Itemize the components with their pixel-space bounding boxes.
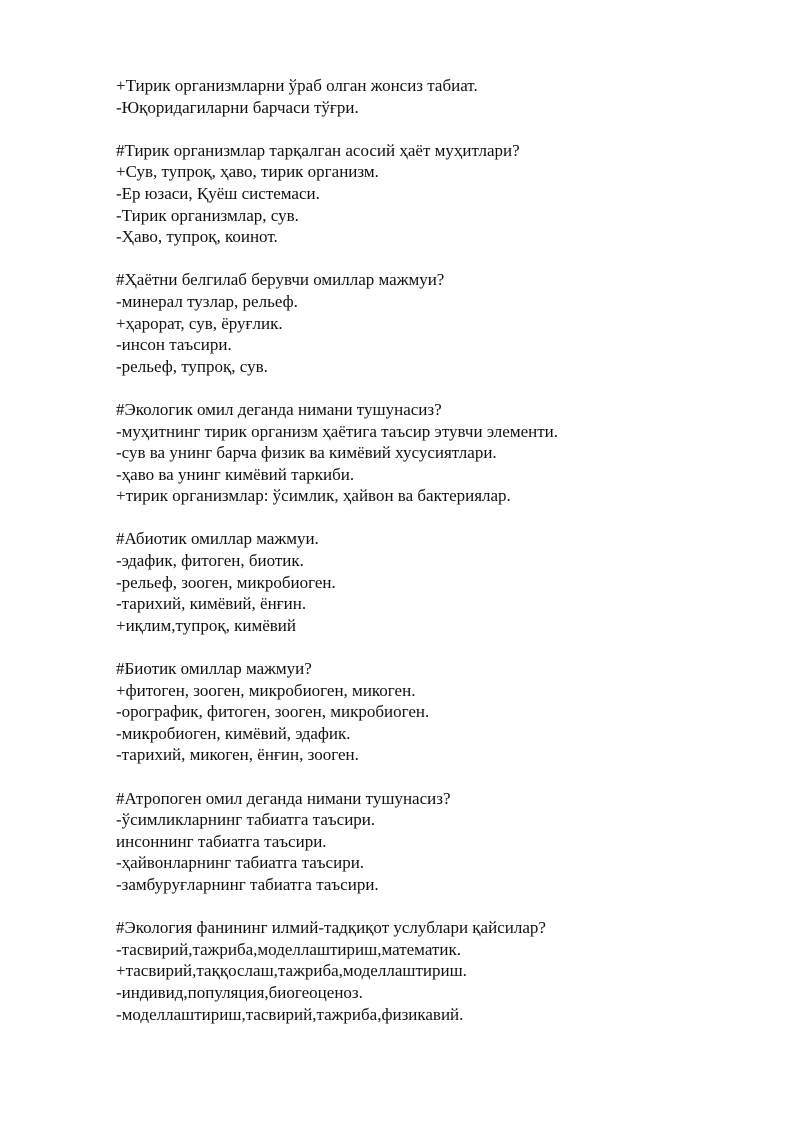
answer-line: -ҳайвонларнинг табиатга таъсири. bbox=[116, 853, 365, 873]
answer-line: -рельеф, зооген, микробиоген. bbox=[116, 572, 336, 592]
answer-line: -инсон таъсири. bbox=[116, 335, 232, 355]
answer-line: -эдафик, фитоген, биотик. bbox=[116, 551, 304, 571]
answer-line: -орографик, фитоген, зооген, микробиоген. bbox=[116, 702, 430, 722]
answer-line: -Тирик организмлар, сув. bbox=[116, 205, 299, 225]
answer-line: -Ҳаво, тупроқ, коинот. bbox=[116, 227, 278, 247]
question-block bbox=[116, 140, 756, 248]
question-block bbox=[116, 658, 756, 766]
answer-line: +Тирик организмларни ўраб олган жонсиз табиат. bbox=[116, 76, 478, 95]
answer-line: -тарихий, микоген, ёнғин, зооген. bbox=[116, 745, 359, 765]
answer-line: +иқлим,тупроқ, кимёвий bbox=[116, 615, 296, 635]
question-line: #Ҳаётни белгилаб берувчи омиллар мажмуи? bbox=[116, 270, 445, 290]
answer-line: -индивид,популяция,биогеоценоз. bbox=[116, 982, 363, 1002]
question-line: #Экология фанининг илмий-тадқиқот услублари қайсилар? bbox=[116, 918, 546, 938]
answer-line: +ҳарорат, сув, ёруғлик. bbox=[116, 313, 283, 333]
question-block bbox=[116, 269, 756, 377]
question-block-continuation bbox=[116, 75, 756, 118]
question-line: #Атропоген омил деганда нимани тушунасиз? bbox=[116, 788, 451, 808]
question-block bbox=[116, 528, 756, 636]
answer-line: -ўсимликларнинг табиатга таъсири. bbox=[116, 810, 376, 830]
answer-line: инсоннинг табиатга таъсири. bbox=[116, 831, 327, 851]
answer-line: -рельеф, тупроқ, сув. bbox=[116, 356, 268, 376]
answer-line: +фитоген, зооген, микробиоген, микоген. bbox=[116, 680, 416, 700]
answer-line: -моделлаштириш,тасвирий,тажриба,физикавий. bbox=[116, 1004, 464, 1024]
question-block bbox=[116, 788, 756, 896]
answer-line: -микробиоген, кимёвий, эдафик. bbox=[116, 723, 351, 743]
answer-line: +тирик организмлар: ўсимлик, ҳайвон ва бактериялар. bbox=[116, 486, 511, 506]
answer-line: -замбуруғларнинг табиатга таъсири. bbox=[116, 874, 379, 894]
answer-line: -муҳитнинг тирик организм ҳаётига таъсир этувчи элементи. bbox=[116, 421, 559, 441]
answer-line: -ҳаво ва унинг кимёвий таркиби. bbox=[116, 464, 355, 484]
question-line: #Абиотик омиллар мажмуи. bbox=[116, 529, 319, 549]
answer-line: +Сув, тупроқ, ҳаво, тирик организм. bbox=[116, 162, 379, 182]
answer-line: -Ер юзаси, Қуёш системаси. bbox=[116, 183, 320, 203]
question-line: #Биотик омиллар мажмуи? bbox=[116, 659, 312, 679]
answer-line: -тарихий, кимёвий, ёнғин. bbox=[116, 594, 307, 614]
answer-line: -Юқоридагиларни барчаси тўғри. bbox=[116, 97, 359, 117]
answer-line: -сув ва унинг барча физик ва кимёвий хусусиятлари. bbox=[116, 443, 497, 463]
document-page bbox=[116, 75, 756, 1025]
question-line: #Тирик организмлар тарқалган асосий ҳаёт муҳитлари? bbox=[116, 140, 520, 160]
question-line: #Экологик омил деганда нимани тушунасиз? bbox=[116, 399, 442, 419]
answer-line: -минерал тузлар, рельеф. bbox=[116, 291, 298, 311]
question-block bbox=[116, 399, 756, 507]
question-block bbox=[116, 917, 756, 1025]
answer-line: -тасвирий,тажриба,моделлаштириш,математик. bbox=[116, 939, 461, 959]
answer-line: +тасвирий,таққослаш,тажриба,моделлаштириш. bbox=[116, 961, 467, 981]
